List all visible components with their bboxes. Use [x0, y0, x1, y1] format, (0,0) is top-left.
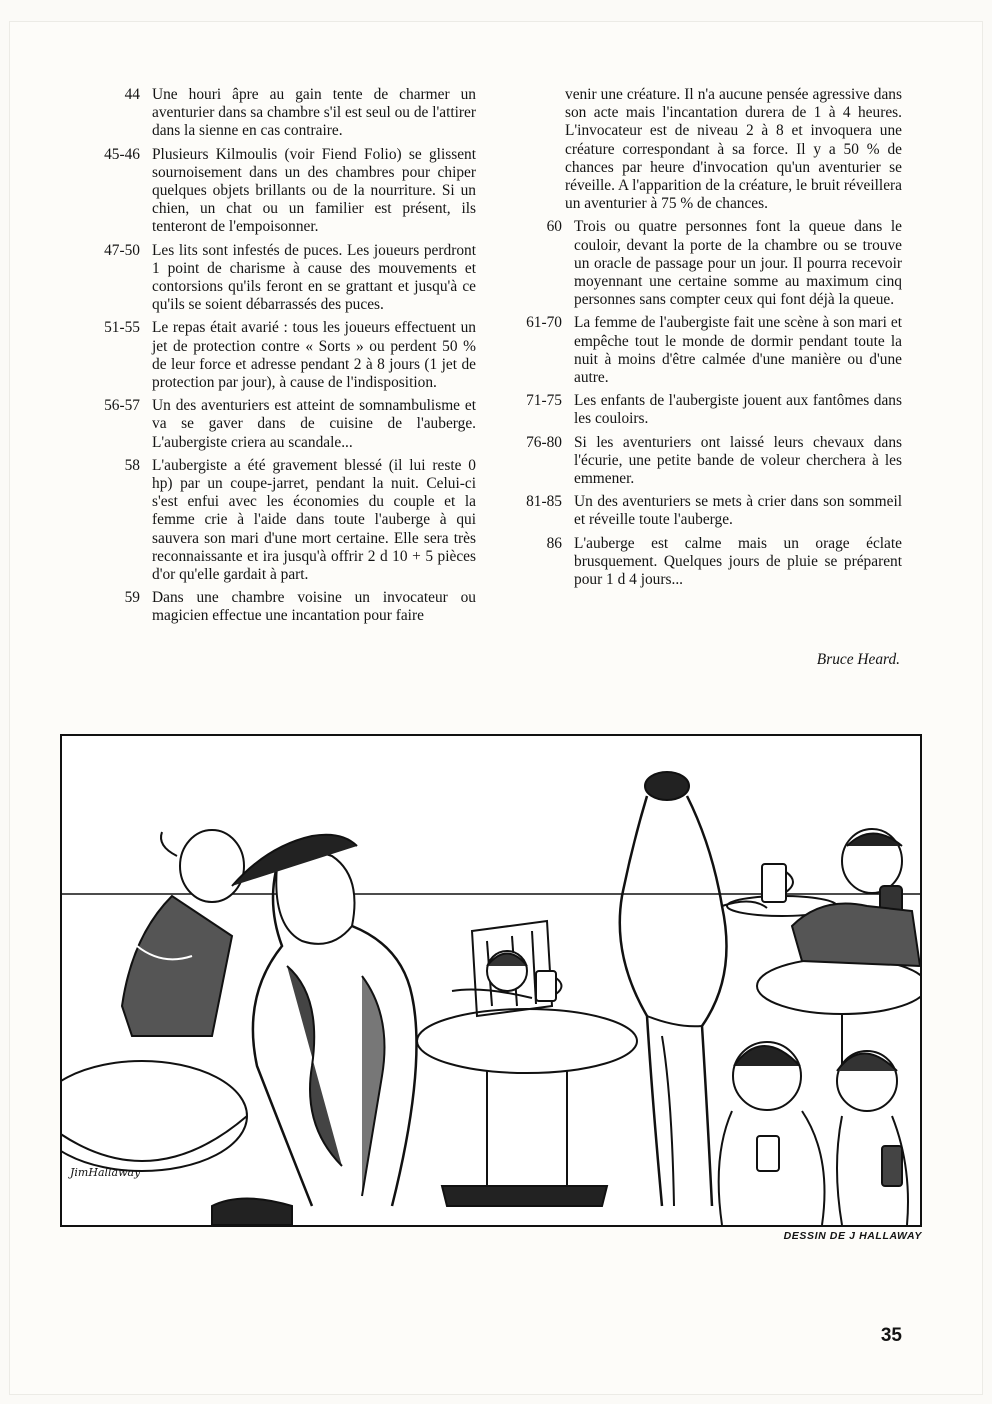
- entry-continuation: venir une créature. Il n'a aucune pensée agressive dans son acte mais l'incantation durera de 1 à 4 heures. L'invocateur est de niveau 2 à 8 et invoquera une créature correspondant à sa force. Il y a 50 % de chances par heure d'invocation qu'un aventurier se réveille. A l'apparition de la créature, le bruit réveillera un aventurier à 75 % de chances.: [565, 86, 902, 213]
- table-entry: [510, 434, 902, 489]
- entry-number: 47-50: [104, 241, 140, 259]
- entry-text: Plusieurs Kilmoulis (voir Fiend Folio) se glissent sournoisement dans un des chambres pour chiper quelques objets brillants ou de la nourriture. Si un chien, un chat ou un familier est présent, ils tenteront de l'empoisonner.: [152, 145, 476, 236]
- illustration-credit: DESSIN DE J HALLAWAY: [783, 1230, 922, 1242]
- table-entry: [510, 314, 902, 387]
- entry-text: Un des aventuriers est atteint de somnambulisme et va se gaver dans de cuisine de l'auberge. L'aubergiste criera au scandale...: [152, 397, 476, 451]
- table-entry: [88, 242, 476, 315]
- entry-number: 61-70: [526, 314, 562, 332]
- entry-number: 81-85: [526, 493, 562, 511]
- table-entry: [88, 319, 476, 392]
- entry-number: 58: [124, 456, 140, 474]
- entry-text: Dans une chambre voisine un invocateur ou magicien effectue une incantation pour faire: [152, 589, 476, 625]
- tavern-scene-drawing: [62, 736, 920, 1225]
- table-entry: [88, 589, 476, 625]
- entry-text: Trois ou quatre personnes font la queue dans le couloir, devant la porte de la chambre ou se trouve un oracle de passage pour un jour. Il pourra recevoir moyennant une certaine somme au maximum cinq personnes sans compter ceux qui font déjà la queue.: [574, 218, 902, 309]
- table-entry: [88, 457, 476, 584]
- entry-text: L'aubergiste a été gravement blessé (il lui reste 0 hp) par un coupe-jarret, pendant la nuit. Celui-ci s'est enfui avec les économies du couple et la femme crie à l'aide dans toute l'auberge à qui sauvera son mari d'une mort certaine. Elle sera très reconnaissante et ira jusqu'à offrir 2 d 10 + 5 pièces d'or qu'elle gardait à part.: [152, 456, 476, 584]
- entry-text: L'auberge est calme mais un orage éclate brusquement. Quelques jours de pluie se préparent pour 1 d 4 jours...: [574, 534, 902, 589]
- entry-text: Le repas était avarié : tous les joueurs effectuent un jet de protection contre « Sorts » ou perdent 50 % de leur force et adresse pendant 2 à 8 jours (1 jet de protection par jour), à cause de l'indisposition.: [152, 319, 476, 392]
- entry-number: 51-55: [104, 319, 140, 337]
- entry-text: Un des aventuriers se mets à crier dans son sommeil et réveille toute l'auberge.: [574, 493, 902, 529]
- table-entry: [510, 493, 902, 529]
- right-column: [510, 86, 902, 594]
- table-entry: [88, 86, 476, 141]
- entry-number: 60: [546, 218, 562, 236]
- entry-number: 45-46: [104, 145, 140, 163]
- entry-number: 76-80: [526, 433, 562, 451]
- entry-number: 86: [546, 534, 562, 552]
- table-entry: [88, 146, 476, 237]
- table-entry: [88, 397, 476, 452]
- artist-signature: JimHallaway: [70, 1166, 141, 1179]
- entry-number: 59: [124, 589, 140, 607]
- tavern-illustration: [60, 734, 922, 1227]
- entry-text: Si les aventuriers ont laissé leurs chevaux dans l'écurie, une petite bande de voleur cherchera à les emmener.: [574, 433, 902, 488]
- author-signature: Bruce Heard.: [816, 651, 900, 668]
- table-entry: [510, 535, 902, 590]
- entry-text: La femme de l'aubergiste fait une scène à son mari et empêche tout le monde de dormir pendant toute la nuit à moins d'être calmée d'une manière ou d'une autre.: [574, 314, 902, 387]
- entry-number: 56-57: [104, 397, 140, 415]
- left-column: [88, 86, 476, 631]
- entry-text: Une houri âpre au gain tente de charmer un aventurier dans sa chambre s'il est seul ou de l'attirer dans la sienne en cas contraire.: [152, 86, 476, 140]
- entry-number: 44: [124, 86, 140, 103]
- page-number: 35: [880, 1325, 902, 1346]
- entry-number: 71-75: [526, 392, 562, 410]
- table-entry: [510, 218, 902, 309]
- entry-text: Les enfants de l'aubergiste jouent aux fantômes dans les couloirs.: [574, 392, 902, 428]
- table-entry: [510, 392, 902, 428]
- entry-text: Les lits sont infestés de puces. Les joueurs perdront 1 point de charisme à cause des mouvements et contorsions qu'ils feront en se grattant et jusqu'à ce qu'ils se soient débarrassés des puces.: [152, 241, 476, 314]
